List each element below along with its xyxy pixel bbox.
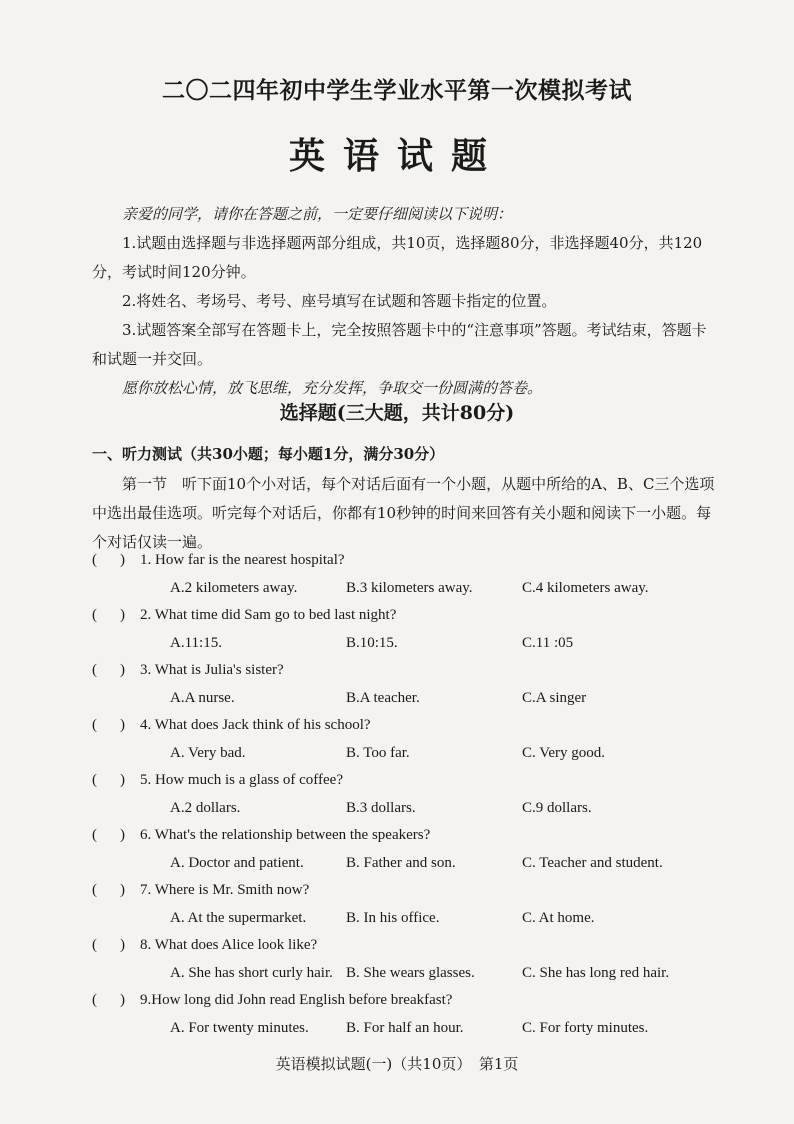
option-b: B. Too far.: [346, 745, 410, 761]
option-a: A. For twenty minutes.: [170, 1020, 309, 1036]
question-item: ( ) 8. What does Alice look like? A. She has short curly hair. B. She wears glasses. C. She has long red hair.: [92, 937, 670, 981]
option-b: B. Father and son.: [346, 855, 456, 871]
option-a: A.2 kilometers away.: [170, 580, 298, 596]
subject-title: 英语试题: [288, 135, 505, 177]
question-item: ( ) 6. What's the relationship between the speakers? A. Doctor and patient. B. Father and son. C. Teacher and student.: [92, 827, 663, 871]
option-c: C. She has long red hair.: [522, 965, 670, 981]
option-a: A.A nurse.: [170, 690, 235, 706]
part-title: 一、听力测试（共30小题；每小题1分，满分30分）: [92, 445, 445, 463]
option-b: B.A teacher.: [346, 690, 420, 706]
option-c: C.A singer: [522, 690, 587, 706]
option-a: A. Very bad.: [170, 745, 246, 761]
option-a: A. She has short curly hair.: [170, 965, 333, 981]
option-a: A. Doctor and patient.: [170, 855, 304, 871]
option-b: B.3 dollars.: [346, 800, 416, 816]
option-c: C.11 :05: [522, 635, 574, 651]
question-item: ( ) 3. What is Julia's sister? A.A nurse. B.A teacher. C.A singer: [92, 662, 587, 706]
instruction-item: 3.试题答案全部写在答题卡上，完全按照答题卡中的“注意事项”答题。考试结束，答题卡和试题一并交回。: [92, 321, 707, 368]
question-stem: 6. What's the relationship between the speakers?: [140, 827, 431, 843]
exam-title: 二〇二四年初中学生学业水平第一次模拟考试: [162, 77, 632, 104]
page-footer: 英语模拟试题(一)（共10页） 第1页: [275, 1055, 519, 1073]
instructions: [92, 200, 720, 403]
option-c: C. Teacher and student.: [522, 855, 663, 871]
option-b: B.10:15.: [346, 635, 398, 651]
question-stem: 8. What does Alice look like?: [140, 937, 318, 953]
question-item: ( ) 1. How far is the nearest hospital? A.2 kilometers away. B.3 kilometers away. C.4 kilometers away.: [92, 552, 649, 596]
instruction-item: 2.将姓名、考场号、考号、座号填写在试题和答题卡指定的位置。: [122, 292, 557, 310]
question-item: ( ) 5. How much is a glass of coffee? A.2 dollars. B.3 dollars. C.9 dollars.: [92, 772, 592, 816]
section-title: 选择题(三大题，共计80分): [279, 402, 515, 424]
option-a: A. At the supermarket.: [170, 910, 307, 926]
question-item: ( ) 9.How long did John read English before breakfast? A. For twenty minutes. B. For half an hour. C. For forty minutes.: [92, 992, 649, 1036]
option-c: C. At home.: [522, 910, 595, 926]
question-stem: 2. What time did Sam go to bed last night?: [140, 607, 397, 623]
option-c: C. Very good.: [522, 745, 606, 761]
question-stem: 7. Where is Mr. Smith now?: [140, 882, 310, 898]
question-list: [92, 552, 712, 1047]
option-b: B. In his office.: [346, 910, 440, 926]
part-description-text: 第一节 听下面10个小对话，每个对话后面有一个小题，从题中所给的A、B、C三个选项中选出最佳选项。听完每个对话后，你都有10秒钟的时间来回答有关小题和阅读下一小题。每个对话仅读一遍。: [92, 475, 715, 551]
question-stem: 1. How far is the nearest hospital?: [140, 552, 345, 568]
option-c: C.9 dollars.: [522, 800, 592, 816]
option-c: C. For forty minutes.: [522, 1020, 649, 1036]
option-c: C.4 kilometers away.: [522, 580, 649, 596]
question-item: ( ) 7. Where is Mr. Smith now? A. At the supermarket. B. In his office. C. At home.: [92, 882, 595, 926]
option-b: B. For half an hour.: [346, 1020, 464, 1036]
question-stem: 3. What is Julia's sister?: [140, 662, 284, 678]
instructions-wish: 愿你放松心情，放飞思维，充分发挥，争取交一份圆满的答卷。: [122, 379, 543, 397]
instructions-greeting: 亲爱的同学，请你在答题之前，一定要仔细阅读以下说明：: [122, 205, 513, 223]
instruction-item: 1.试题由选择题与非选择题两部分组成，共10页，选择题80分，非选择题40分，共120分，考试时间120分钟。: [92, 234, 703, 281]
question-item: ( ) 2. What time did Sam go to bed last night? A.11:15. B.10:15. C.11 :05: [92, 607, 574, 651]
option-b: B.3 kilometers away.: [346, 580, 473, 596]
question-item: ( ) 4. What does Jack think of his school? A. Very bad. B. Too far. C. Very good.: [92, 717, 606, 761]
option-a: A.2 dollars.: [170, 800, 241, 816]
question-stem: 5. How much is a glass of coffee?: [140, 772, 343, 788]
question-stem: 4. What does Jack think of his school?: [140, 717, 371, 733]
part-description: [92, 470, 720, 557]
question-stem: 9.How long did John read English before breakfast?: [140, 992, 453, 1008]
option-b: B. She wears glasses.: [346, 965, 475, 981]
option-a: A.11:15.: [170, 635, 222, 651]
